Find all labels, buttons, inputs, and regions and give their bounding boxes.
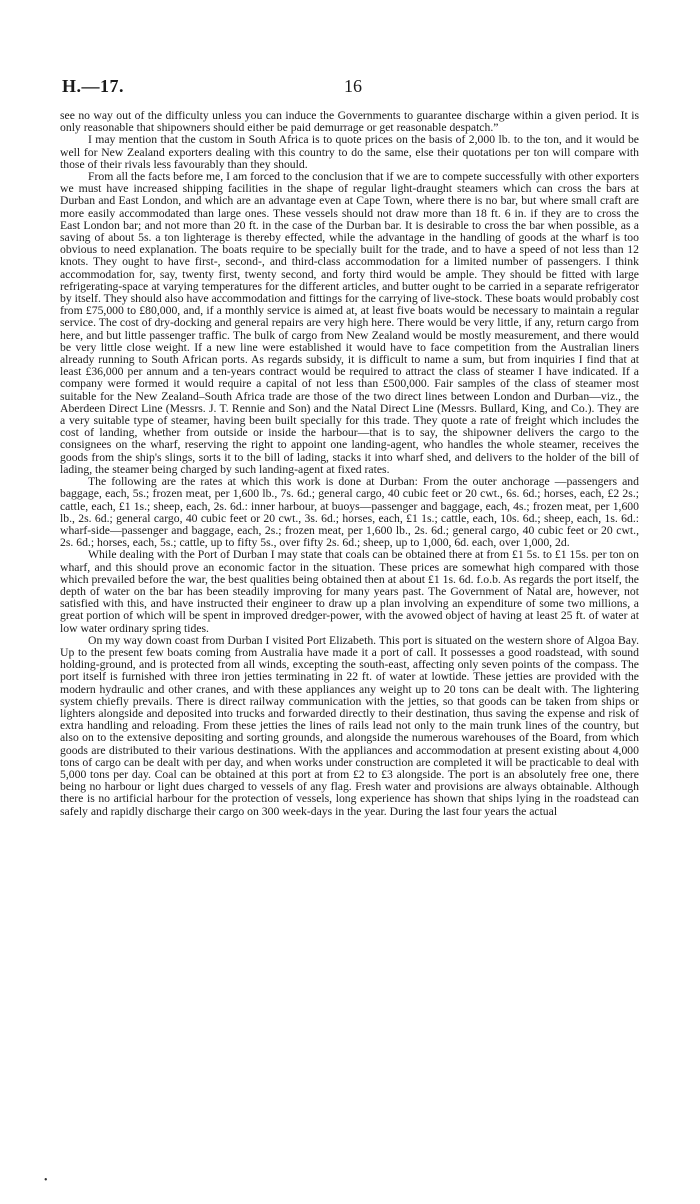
document-id: H.—17. xyxy=(62,76,125,96)
paragraph-durban-port: While dealing with the Port of Durban I may state that coals can be obtained there at from £1 5s. to £1 15s. per ton on wharf, and this should prove an economic factor in the situation. These prices are somewhat high compared with those which prevailed before the war, the best qualities being obtained then at about £1 1s. 6d. f.o.b. As regards the port itself, the depth of water on the bar has been steadily improving for many years past. The Government of Natal are, however, not satisfied with this, and have instructed their engineer to draw up a plan involving an expenditure of some two millions, a great portion of which will be spent in improved dredger-power, with the avowed object of having at least 25 ft. of water at low water ordinary spring tides. xyxy=(60,548,639,635)
page-header xyxy=(62,76,640,98)
paragraph-shipping-facilities: From all the facts before me, I am forced to the conclusion that if we are to compete successfully with other exporters we must have increased shipping facilities in the shape of regular light-draught steamers which can cross the bars at Durban and East London, and which are an advantage even at Cape Town, where there is no bar, but where small craft are more easily accommodated than large ones. These vessels should not draw more than 18 ft. 6 in. if they are to cross the East London bar; and not more than 20 ft. in the case of the Durban bar. It is desirable to cross the bar when possible, as a saving of about 5s. a ton lighterage is thereby effected, while the advantage in the handling of goods at the wharf is too obvious to need explanation. The boats require to be specially built for the trade, and to have a speed of not less than 12 knots. They ought to have first-, second-, and third-class accommodation for a limited number of passengers. I think accommodation for, say, twenty first, twenty second, and forty third would be ample. They should be fitted with large refrigerating-space at varying temperatures for the different articles, and butter ought to be carried in a separate refrigerator by itself. They should also have accommodation and fittings for the carrying of live-stock. These boats would probably cost from £75,000 to £80,000, and, if a monthly service is aimed at, at least five boats would be necessary to maintain a regular service. The cost of dry-docking and general repairs are very high here. There would be very little, if any, return cargo from here, and but little passenger traffic. The bulk of cargo from New Zealand would be mostly measurement, and there would be very little close weight. If a new line were established it would have to face competition from the Australian liners already running to South African ports. As regards subsidy, it is difficult to name a sum, but from inquiries I find that at least £36,000 per annum and a ten-years contract would be required to attract the class of steamer I have indicated. If a company were formed it would require a capital of not less than £500,000. Fair samples of the class of steamer most suitable for the New Zealand–South Africa trade are those of the two direct lines between London and Durban—viz., the Aberdeen Direct Line (Messrs. J. T. Rennie and Son) and the Natal Direct Line (Messrs. Bullard, King, and Co.). They are a very suitable type of steamer, having been built specially for this trade. They quote a rate of freight which includes the cost of landing, whether from outside or inside the harbour—that is to say, the shipowner delivers the cargo to the consignees on the wharf, reserving the right to appoint one landing-agent, who handles the whole steamer, receives the goods from the ship's slings, sorts it to the bill of lading, stacks it into wharf shed, and delivers to the holder of the bill of lading, the steamer being charged by such landing-agent at fixed rates. xyxy=(60,170,639,476)
paragraph-durban-rates: The following are the rates at which this work is done at Durban: From the outer anchorage —passengers and baggage, each, 5s.; frozen meat, per 1,600 lb., 7s. 6d.; general cargo, 40 cubic feet or 20 cwt., 6s. 6d.; horses, each, £2 2s.; cattle, each, £1 1s.; sheep, each, 2s. 6d.: inner harbour, at buoys—passenger and baggage, each, 4s.; frozen meat, per 1,600 lb., 2s. 6d.; general cargo, 40 cubic feet or 20 cwt., 3s. 6d.; horses, each, £1 1s.; cattle, each, 10s. 6d.; sheep, each, 1s. 6d.: wharf-side—passenger and baggage, each, 2s.; frozen meat, per 1,600 lb., 2s. 6d.; general cargo, 40 cubic feet or 20 cwt., 2s. 6d.; horses, each, 5s.; cattle, up to fifty 5s., over fifty 2s. 6d.; sheep, up to 1,000, 6d. each, over 1,000, 2d. xyxy=(60,475,639,550)
page-number: 16 xyxy=(344,76,362,96)
body-text xyxy=(60,110,639,818)
paragraph-pound-weight: I may mention that the custom in South Africa is to quote prices on the basis of 2,000 lb. to the ton, and it would be well for New Zealand exporters dealing with this country to do the same, else their quotations per ton will compare with those of their rivals less favourably than they should. xyxy=(60,133,639,171)
margin-mark: • xyxy=(44,1175,48,1186)
paragraph-port-elizabeth: On my way down coast from Durban I visited Port Elizabeth. This port is situated on the western shore of Algoa Bay. Up to the present few boats coming from Australia have made it a port of call. It possesses a good roadstead, with sound holding-ground, and is protected from all winds, excepting the south-east, affecting only seven points of the compass. The port itself is furnished with three iron jetties terminating in 22 ft. of water at lowtide. These jetties are provided with the modern hydraulic and other cranes, and with these appliances any weight up to 20 tons can be dealt with. The lightering system chiefly prevails. There is direct railway communication with the jetties, so that goods can be taken from ships or lighters alongside and deposited into trucks and forwarded directly to their destination, thus saving the expense and risk of extra handling and reloading. From these jetties the lines of rails lead not only to the main trunk lines of the country, but also on to the extensive depositing and sorting grounds, and alongside the numerous warehouses of the Board, from which goods are distributed to their various destinations. With the appliances and accommodation at present existing about 4,000 tons of cargo can be dealt with per day, and when works under construction are completed it will be practicable to deal with 5,000 tons per day. Coal can be obtained at this port at from £2 to £3 alongside. The port is an absolutely free one, there being no harbour or light dues charged to vessels of any flag. Fresh water and provisions are always obtainable. Although there is no artificial harbour for the protection of vessels, long experience has shown that ships lying in the roadstead can safely and rapidly discharge their cargo on 300 week-days in the year. During the last four years the actual xyxy=(60,633,639,818)
paragraph-continued: see no way out of the difficulty unless you can induce the Governments to guarantee discharge within a given period. It is only reasonable that shipowners should either be paid demurrage or get reasonable despatch.” xyxy=(60,109,639,135)
